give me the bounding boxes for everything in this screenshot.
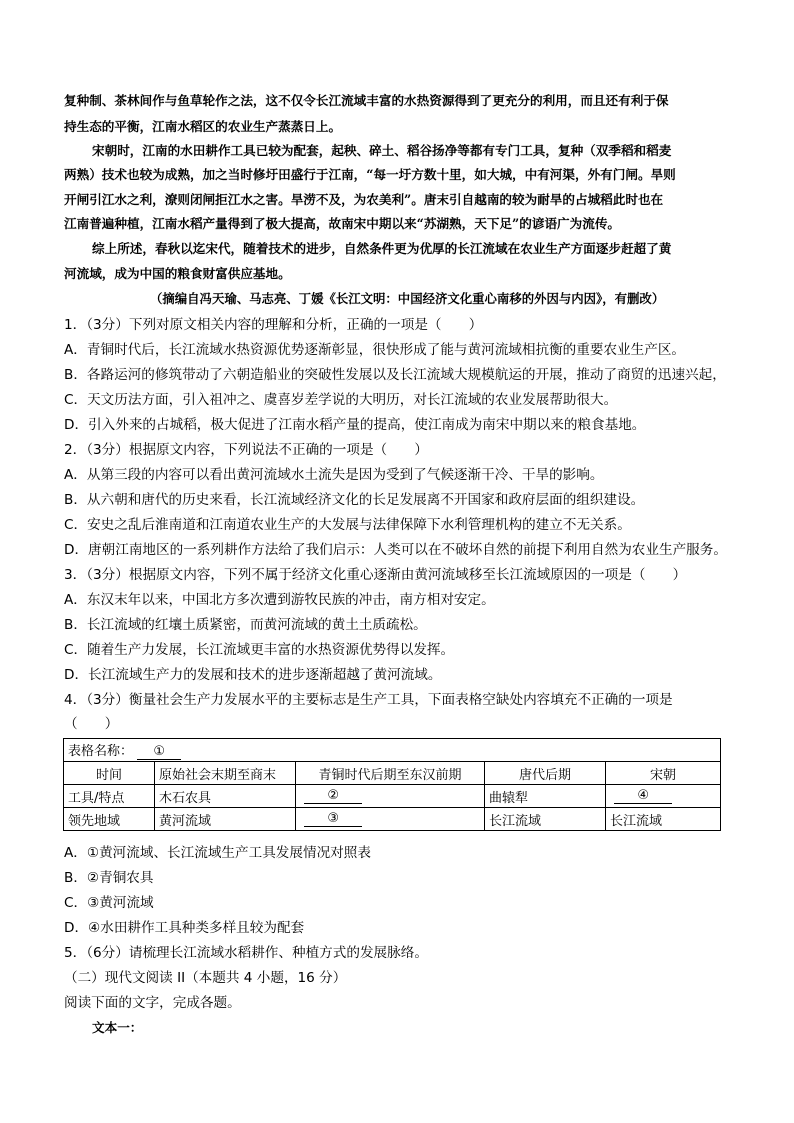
passage-line: 河流域，成为中国的粮食财富供应基地。 — [64, 266, 291, 281]
passage-line: 复种制、茶林间作与鱼草轮作之法，这不仅令长江流域丰富的水热资源得到了更充分的利用，而且还有利于保 — [64, 93, 669, 108]
table-header-row — [64, 762, 721, 785]
table-name-cell — [64, 739, 721, 762]
blank-4: ④ — [614, 788, 672, 804]
question-4-stem: 4．（3分）衡量社会生产力发展水平的主要标志是生产工具，下面表格空缺处内容填充不正确的一项是 — [64, 692, 673, 708]
question-4-option-c: C．③黄河流域 — [64, 895, 154, 911]
question-2-option-a: A．从第三段的内容可以看出黄河流域水土流失是因为受到了气候逐渐干冷、干旱的影响。 — [64, 467, 604, 483]
question-4-option-b: B．②青铜农具 — [64, 870, 154, 886]
table-cell — [296, 785, 485, 808]
table-cell: 曲辕犁 — [485, 785, 606, 808]
question-1-option-c: C．天文历法方面，引入祖冲之、虞喜岁差学说的大明历，对长江流域的农业发展帮助很大。 — [64, 392, 618, 408]
question-2-option-b: B．从六朝和唐代的历史来看，长江流域经济文化的长足发展离不开国家和政府层面的组织建设。 — [64, 492, 645, 508]
table-header-cell: 青铜时代后期至东汉前期 — [296, 762, 485, 785]
table-cell: 黄河流域 — [155, 808, 296, 831]
blank-2: ② — [304, 788, 362, 804]
question-1-option-d: D．引入外来的占城稻，极大促进了江南水稻产量的提高，使江南成为南宋中期以来的粮食基地。 — [64, 417, 646, 433]
table-cell — [296, 808, 485, 831]
question-5-stem: 5．（6分）请梳理长江流域水稻耕作、种植方式的发展脉络。 — [64, 945, 428, 961]
question-3-option-a: A．东汉末年以来，中国北方多次遭到游牧民族的冲击，南方相对安定。 — [64, 592, 495, 608]
question-1-stem: 1．（3分）下列对原文相关内容的理解和分析，正确的一项是（ ） — [64, 317, 483, 333]
table-header-cell: 原始社会末期至商末 — [155, 762, 296, 785]
section-instruction: 阅读下面的文字，完成各题。 — [64, 995, 241, 1011]
question-4-table — [63, 738, 721, 831]
passage-line: 持生态的平衡，江南水稻区的农业生产蒸蒸日上。 — [64, 119, 342, 134]
passage-line: 江南普遍种植，江南水稻产量得到了极大提高，故南宋中期以来“苏湖熟，天下足”的谚语广为流传。 — [64, 216, 621, 231]
table-header-cell: 时间 — [64, 762, 155, 785]
table-row-label: 工具/特点 — [64, 785, 155, 808]
blank-3: ③ — [304, 811, 362, 827]
question-3-option-b: B．长江流域的红壤土质紧密，而黄河流域的黄土土质疏松。 — [64, 617, 427, 633]
table-cell — [606, 785, 721, 808]
blank-1: ① — [137, 744, 181, 760]
question-4-option-a: A．①黄河流域、长江流域生产工具发展情况对照表 — [64, 845, 371, 861]
question-2-stem: 2．（3分）根据原文内容，下列说法不正确的一项是（ ） — [64, 442, 428, 458]
question-3-option-c: C．随着生产力发展，长江流域更丰富的水热资源优势得以发挥。 — [64, 642, 455, 658]
text-one-label: 文本一： — [92, 1020, 143, 1035]
table-row — [64, 785, 721, 808]
question-3-stem: 3．（3分）根据原文内容，下列不属于经济文化重心逐渐由黄河流域移至长江流域原因的一项是（ ） — [64, 567, 687, 583]
passage-source: （摘编自冯天瑜、马志亮、丁媛《长江文明：中国经济文化重心南移的外因与内因》，有删改） — [150, 291, 665, 306]
question-2-option-c: C．安史之乱后淮南道和江南道农业生产的大发展与法律保障下水利管理机构的建立不无关系。 — [64, 517, 631, 533]
table-cell: 长江流域 — [606, 808, 721, 831]
question-1-option-b: B．各路运河的修筑带动了六朝造船业的突破性发展以及长江流域大规模航运的开展，推动了商贸的迅速兴起， — [64, 367, 726, 383]
table-cell: 木石农具 — [155, 785, 296, 808]
table-name-label: 表格名称： — [68, 744, 134, 759]
table-header-cell: 宋朝 — [606, 762, 721, 785]
passage-line: 两熟）技术也较为成熟，加之当时修圩田盛行于江南，“每一圩方数十里，如大城，中有河渠，外有门闸。旱则 — [64, 167, 676, 182]
passage-line: 综上所述，春秋以迄宋代，随着技术的进步，自然条件更为优厚的长江流域在农业生产方面逐步赶超了黄 — [92, 241, 672, 256]
question-4-answer-paren: （ ） — [64, 716, 119, 732]
question-1-option-a: A．青铜时代后，长江流域水热资源优势逐渐彰显，很快形成了能与黄河流域相抗衡的重要农业生产区。 — [64, 342, 686, 358]
table-title-row — [64, 739, 721, 762]
question-3-option-d: D．长江流域生产力的发展和技术的进步逐渐超越了黄河流域。 — [64, 667, 442, 683]
passage-line: 宋朝时，江南的水田耕作工具已较为配套，起秧、碎土、稻谷扬净等都有专门工具，复种（双季稻和稻麦 — [92, 143, 672, 158]
question-2-option-d: D．唐朝江南地区的一系列耕作方法给了我们启示：人类可以在不破坏自然的前提下利用自然为农业生产服务。 — [64, 542, 727, 558]
table-row — [64, 808, 721, 831]
section-title: （二）现代文阅读 II（本题共 4 小题，16 分） — [64, 970, 347, 986]
table-cell: 长江流域 — [485, 808, 606, 831]
question-4-option-d: D．④水田耕作工具种类多样且较为配套 — [64, 920, 305, 936]
passage-line: 开闸引江水之利，潦则闭闸拒江水之害。旱涝不及，为农美利”。唐末引自越南的较为耐旱的占城稻此时也在 — [64, 192, 664, 207]
table-header-cell: 唐代后期 — [485, 762, 606, 785]
table-row-label: 领先地域 — [64, 808, 155, 831]
